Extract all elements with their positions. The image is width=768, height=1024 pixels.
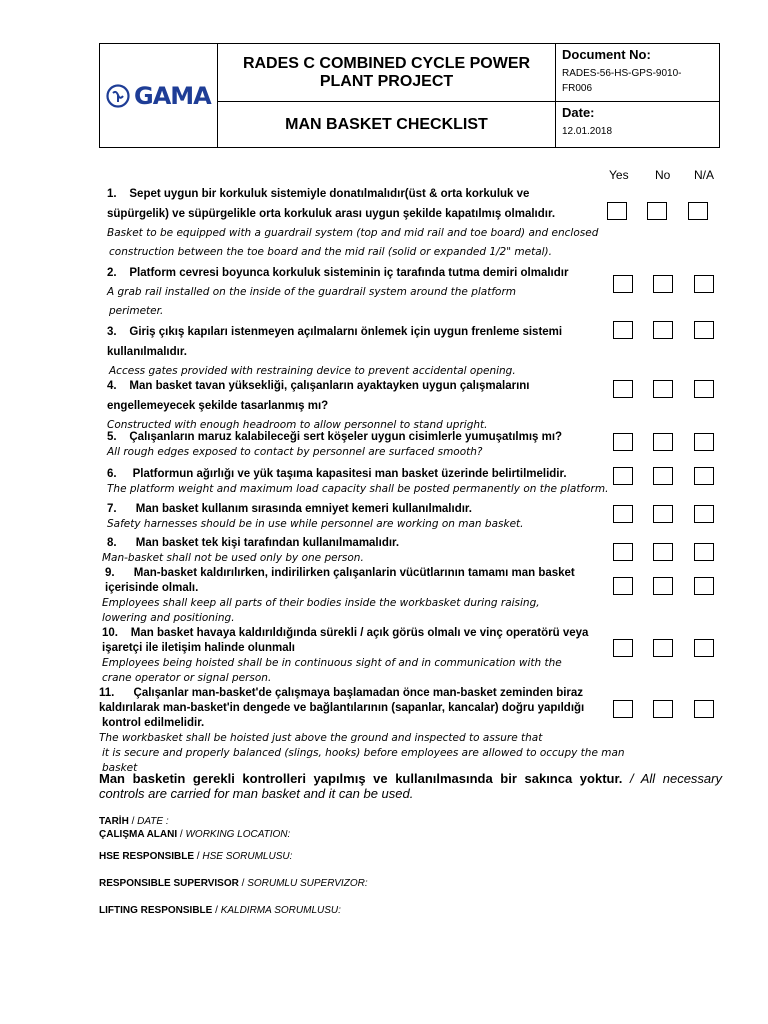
- item-en-line: The platform weight and maximum load capacity shall be posted permanently on the platform.: [107, 483, 609, 495]
- field-date[interactable]: TARİH / DATE :: [99, 816, 169, 827]
- item-tr-line: engellemeyecek şekilde tasarlanmış mı?: [107, 400, 329, 412]
- checkbox-1-yes[interactable]: [607, 202, 627, 220]
- field-label-en: KALDIRMA SORUMLUSU:: [220, 905, 341, 916]
- item-tr-line: 2. Platform cevresi boyunca korkuluk sisteminin iç tarafında tutma demiri olmalıdır: [107, 267, 569, 279]
- checklist-item-9: [99, 566, 619, 626]
- item-tr-line: 6. Platformun ağırlığı ve yük taşıma kapasitesi man basket üzerinde belirtilmelidir.: [107, 468, 567, 480]
- date-cell: [556, 102, 719, 147]
- checklist-item-2: [99, 263, 619, 321]
- checkbox-8-no[interactable]: [653, 543, 673, 561]
- item-en-line: Basket to be equipped with a guardrail system (top and mid rail and toe board) and enclosed: [107, 227, 599, 239]
- item-tr-line: 11. Çalışanlar man-basket'de çalışmaya başlamadan önce man-basket zeminden biraz: [99, 687, 584, 699]
- item-tr-line: içerisinde olmalı.: [105, 582, 199, 594]
- checkbox-4-yes[interactable]: [613, 380, 633, 398]
- item-en-line: A grab rail installed on the inside of the guardrail system around the platform: [107, 286, 517, 298]
- item-en-line: Employees shall keep all parts of their bodies inside the workbasket during raising,: [102, 597, 540, 609]
- date-value: 12.01.2018: [562, 126, 613, 137]
- checkbox-10-no[interactable]: [653, 639, 673, 657]
- checklist-item-6: [99, 467, 619, 497]
- item-tr-line: 10. Man basket havaya kaldırıldığında sürekli / açık görüs olmalı ve vinç operatörü veya: [102, 627, 589, 639]
- checkbox-9-no[interactable]: [653, 577, 673, 595]
- item-tr-line: 9. Man-basket kaldırılırken, indirilirken çalışanlarin vücütlarının tamamı man basket: [105, 567, 575, 579]
- document-header: [99, 43, 720, 148]
- column-no: No: [655, 168, 671, 182]
- item-tr-line: kontrol edilmelidir.: [102, 717, 205, 729]
- document-number-cell: [556, 44, 719, 102]
- field-responsible-supervisor[interactable]: RESPONSIBLE SUPERVISOR / SORUMLU SUPERVIZOR:: [99, 878, 368, 889]
- field-label-en: HSE SORUMLUSU:: [202, 851, 293, 862]
- checklist-item-7: [99, 502, 619, 532]
- field-label: HSE RESPONSIBLE: [99, 851, 195, 862]
- checkbox-2-no[interactable]: [653, 275, 673, 293]
- checkbox-2-yes[interactable]: [613, 275, 633, 293]
- item-en-line: construction between the toe board and the mid rail (solid or expanded 1/2" metal).: [109, 246, 552, 258]
- date-label: Date:: [562, 105, 595, 120]
- checklist-item-5: [99, 430, 619, 460]
- logo-cell: [100, 44, 218, 147]
- field-label-en: DATE :: [137, 816, 169, 827]
- item-tr-line: 1. Sepet uygun bir korkuluk sistemiyle donatılmalıdır(üst & orta korkuluk ve: [107, 188, 530, 200]
- field-label-en: WORKING LOCATION:: [185, 829, 291, 840]
- item-en-line: it is secure and properly balanced (slings, hooks) before employees are allowed to occupy the man basket: [102, 747, 625, 774]
- form-title: MAN BASKET CHECKLIST: [218, 102, 556, 147]
- checkbox-3-yes[interactable]: [613, 321, 633, 339]
- item-tr-line: kullanılmalıdır.: [107, 346, 187, 358]
- statement-tr: Man basketin gerekli kontrolleri yapılmış ve kullanılmasında bir sakınca yoktur.: [99, 771, 623, 786]
- item-en-line: Safety harnesses should be in use while personnel are working on man basket.: [107, 518, 524, 530]
- checklist-item-10: [99, 626, 619, 686]
- item-tr-line: süpürgelik) ve süpürgelikle orta korkuluk arası uygun şekilde kapatılmış olmalıdır.: [107, 208, 556, 220]
- checkbox-4-na[interactable]: [694, 380, 714, 398]
- checklist-item-11: [99, 686, 659, 776]
- field-label: ÇALIŞMA ALANI: [99, 829, 178, 840]
- item-en-line: Constructed with enough headroom to allow personnel to stand upright.: [107, 419, 488, 431]
- item-tr-line: işaretçi ile iletişim halinde olunmalı: [102, 642, 296, 654]
- project-title: RADES C COMBINED CYCLE POWER PLANT PROJECT: [218, 44, 556, 102]
- field-label: TARİH: [99, 816, 129, 827]
- document-number-value: RADES-56-HS-GPS-9010-FR006: [562, 68, 682, 94]
- checkbox-9-na[interactable]: [694, 577, 714, 595]
- item-tr-line: 8. Man basket tek kişi tarafından kullanılmamalıdır.: [107, 537, 400, 549]
- checklist-item-1: [99, 184, 619, 262]
- checkbox-5-yes[interactable]: [613, 433, 633, 451]
- gama-logo: [106, 82, 211, 110]
- field-lifting-responsible[interactable]: LIFTING RESPONSIBLE / KALDIRMA SORUMLUSU:: [99, 905, 341, 916]
- checkbox-11-na[interactable]: [694, 700, 714, 718]
- checkbox-1-no[interactable]: [647, 202, 667, 220]
- checklist-item-4: [99, 376, 619, 435]
- checkbox-6-na[interactable]: [694, 467, 714, 485]
- checkbox-9-yes[interactable]: [613, 577, 633, 595]
- checkbox-7-yes[interactable]: [613, 505, 633, 523]
- checklist-item-3: [99, 322, 619, 381]
- field-hse-responsible[interactable]: HSE RESPONSIBLE / HSE SORUMLUSU:: [99, 851, 293, 862]
- item-tr-line: 3. Giriş çıkış kapıları istenmeyen açılmalarnı önlemek için uygun frenleme sistemi: [107, 326, 563, 338]
- item-en-line: Man-basket shall not be used only by one person.: [102, 552, 364, 564]
- logo-text: GAMA: [134, 82, 211, 110]
- checkbox-5-no[interactable]: [653, 433, 673, 451]
- item-en-line: The workbasket shall be hoisted just above the ground and inspected to assure that: [99, 732, 543, 744]
- checkbox-3-na[interactable]: [694, 321, 714, 339]
- item-tr-line: 5. Çalışanların maruz kalabileceği sert köşeler uygun cisimlerle yumuşatılmış mı?: [107, 431, 563, 443]
- checkbox-7-no[interactable]: [653, 505, 673, 523]
- checkbox-7-na[interactable]: [694, 505, 714, 523]
- item-en-line: Employees being hoisted shall be in continuous sight of and in communication with the: [102, 657, 562, 669]
- checkbox-3-no[interactable]: [653, 321, 673, 339]
- checkbox-11-no[interactable]: [653, 700, 673, 718]
- field-label: LIFTING RESPONSIBLE: [99, 905, 213, 916]
- item-en-line: lowering and positioning.: [102, 612, 235, 624]
- item-en-line: crane operator or signal person.: [102, 672, 272, 684]
- checkbox-1-na[interactable]: [688, 202, 708, 220]
- checkbox-4-no[interactable]: [653, 380, 673, 398]
- checkbox-2-na[interactable]: [694, 275, 714, 293]
- item-en-line: All rough edges exposed to contact by personnel are surfaced smooth?: [107, 446, 483, 458]
- item-en-line: perimeter.: [109, 305, 164, 317]
- item-tr-line: 4. Man basket tavan yüksekliği, çalışanların ayaktayken uygun çalışmalarını: [107, 380, 530, 392]
- item-tr-line: kaldırılarak man-basket'in dengede ve bağlantılarının (sapanlar, kancalar) doğru yapıldığı: [99, 702, 585, 714]
- checkbox-6-yes[interactable]: [613, 467, 633, 485]
- checkbox-8-na[interactable]: [694, 543, 714, 561]
- field-label: RESPONSIBLE SUPERVISOR: [99, 878, 239, 889]
- column-yes: Yes: [609, 168, 629, 182]
- checkbox-6-no[interactable]: [653, 467, 673, 485]
- checkbox-8-yes[interactable]: [613, 543, 633, 561]
- item-en-line: Access gates provided with restraining device to prevent accidental opening.: [109, 365, 516, 377]
- field-working-location[interactable]: ÇALIŞMA ALANI / WORKING LOCATION:: [99, 829, 291, 840]
- item-tr-line: 7. Man basket kullanım sırasında emniyet kemeri kullanılmalıdır.: [107, 503, 472, 515]
- checkbox-11-yes[interactable]: [613, 700, 633, 718]
- checkbox-10-yes[interactable]: [613, 639, 633, 657]
- gama-emblem-icon: [106, 84, 130, 108]
- checklist-item-8: [99, 536, 619, 566]
- column-na: N/A: [694, 168, 715, 182]
- document-number-label: Document No:: [562, 47, 651, 62]
- approval-statement: [99, 771, 722, 801]
- checkbox-5-na[interactable]: [694, 433, 714, 451]
- checkbox-10-na[interactable]: [694, 639, 714, 657]
- statement-en: / All necessary controls are carried for man basket and it can be used.: [99, 771, 722, 801]
- field-label-en: SORUMLU SUPERVIZOR:: [247, 878, 368, 889]
